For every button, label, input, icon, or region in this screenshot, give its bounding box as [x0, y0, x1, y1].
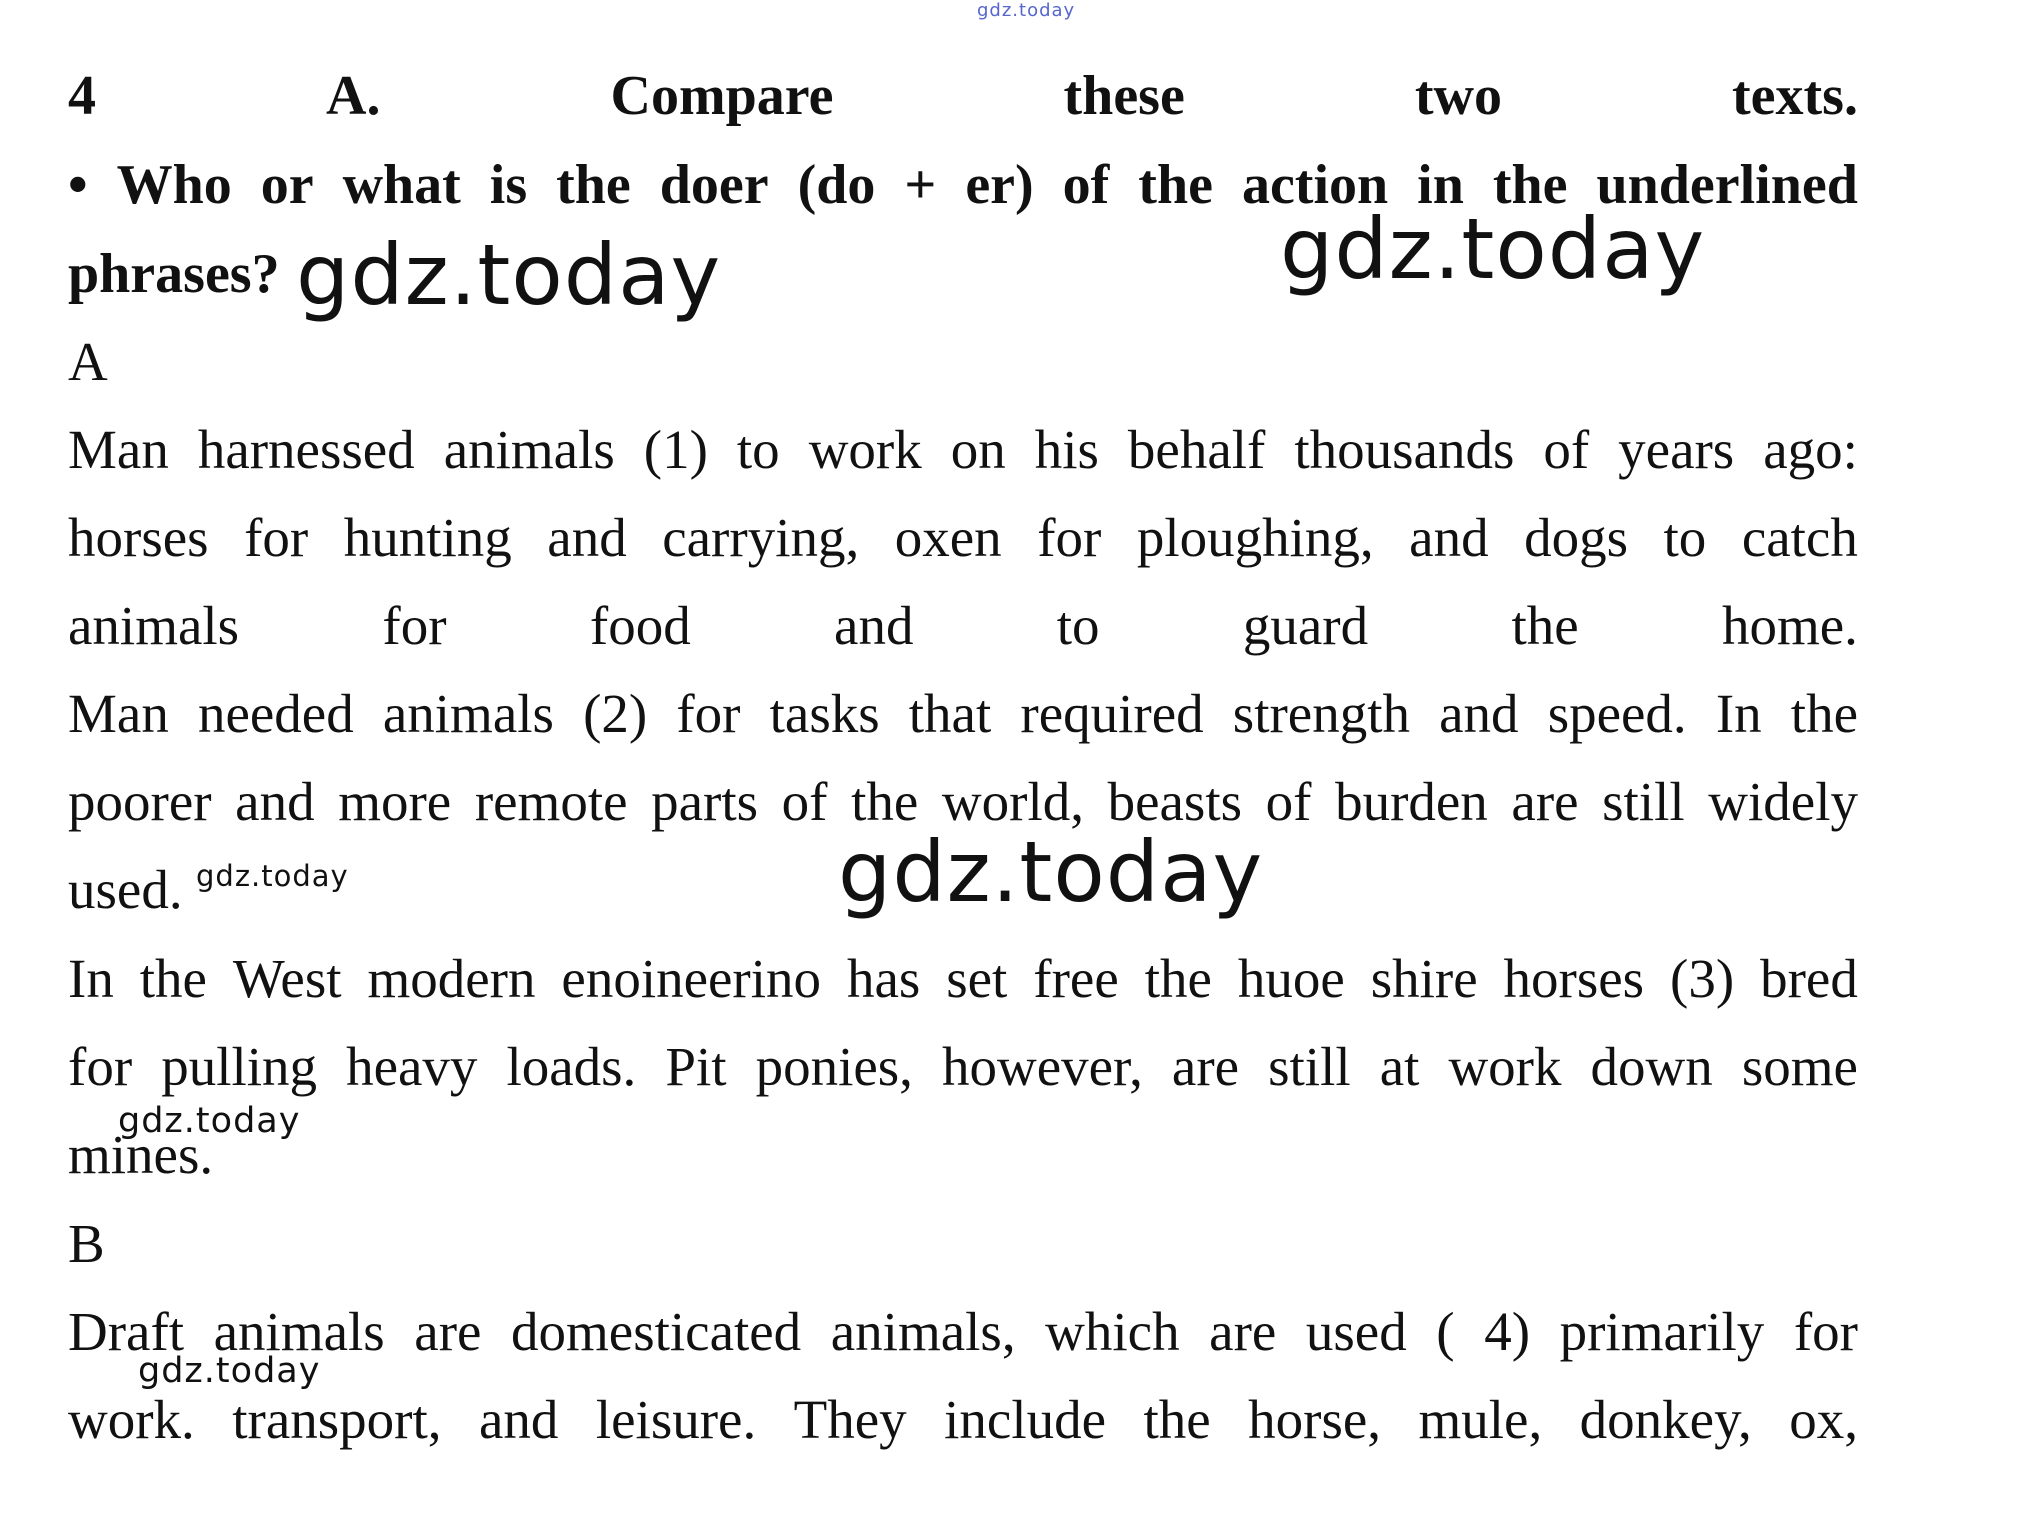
text-a-line: [68, 1036, 1858, 1097]
text-a-word: for: [68, 1036, 133, 1097]
text-a-word: guard: [1242, 595, 1369, 656]
text-a-line: [68, 595, 1858, 656]
text-a-word: carrying,: [662, 507, 860, 568]
text-b-word: are: [1209, 1301, 1277, 1362]
text-a-word: are: [1171, 1036, 1240, 1097]
text-b-word: domesticated: [511, 1301, 802, 1362]
text-a-word: (2): [583, 683, 648, 744]
text-a-word: tasks: [769, 683, 880, 744]
text-a-word: horses: [1503, 948, 1645, 1009]
watermark-large: gdz.today: [1280, 200, 1706, 298]
text-a-word: work: [808, 419, 922, 480]
text-a-word: enoineerino: [561, 948, 822, 1009]
text-a-word: of: [1265, 771, 1312, 832]
text-b-word: leisure.: [595, 1389, 757, 1450]
text-a-line: [68, 771, 1858, 832]
question-word: doer: [659, 154, 769, 216]
text-a-word: ponies,: [755, 1036, 913, 1097]
text-b-word: transport,: [232, 1389, 442, 1450]
text-a-word: work: [1448, 1036, 1562, 1097]
text-a-word: needed: [197, 683, 354, 744]
question-word: er): [965, 154, 1034, 216]
text-b-word: Draft: [68, 1301, 185, 1362]
text-a-word: world,: [941, 771, 1084, 832]
text-a-word: home.: [1721, 595, 1858, 656]
text-a-word: free: [1033, 948, 1119, 1009]
text-a-word: poorer: [68, 771, 212, 832]
watermark-small: gdz.today: [118, 1101, 301, 1141]
text-a-word: and: [547, 507, 627, 568]
text-a-word: set: [946, 948, 1008, 1009]
text-b-word: ox,: [1789, 1389, 1858, 1450]
text-a-word: widely: [1708, 771, 1858, 832]
text-a-word: down: [1590, 1036, 1713, 1097]
text-a-word: years: [1618, 419, 1735, 480]
text-a-word: and: [834, 595, 914, 656]
text-b-word: for: [1793, 1301, 1858, 1362]
text-a-word: to: [736, 419, 780, 480]
text-a-word: In: [1715, 683, 1762, 744]
text-a-word: oxen: [894, 507, 1002, 568]
text-a-word: speed.: [1547, 683, 1687, 744]
question-word: the: [1138, 154, 1213, 216]
text-a-word: at: [1379, 1036, 1420, 1097]
question-word: +: [904, 154, 937, 216]
text-a-line: mines.: [68, 1124, 214, 1185]
question-word: or: [260, 154, 314, 216]
text-a-word: food: [589, 595, 691, 656]
text-b-word: They: [793, 1389, 907, 1450]
question-word: underlined: [1596, 154, 1858, 216]
text-a-word: for: [676, 683, 741, 744]
text-a-word: on: [950, 419, 1006, 480]
text-b-word: and: [478, 1389, 559, 1450]
text-a-line: [68, 507, 1858, 568]
title-word: texts.: [1732, 65, 1858, 127]
text-a-word: parts: [651, 771, 759, 832]
text-b-line: [68, 1301, 1858, 1362]
text-b-word: which: [1045, 1301, 1180, 1362]
text-a-word: pulling: [161, 1036, 318, 1097]
text-a-word: heavy: [346, 1036, 478, 1097]
text-a-word: the: [1790, 683, 1858, 744]
question-word: (do: [797, 154, 876, 216]
text-a-word: more: [338, 771, 452, 832]
question-word: •: [68, 154, 88, 216]
title-word: A.: [326, 65, 381, 127]
question-word: of: [1062, 154, 1110, 216]
text-a-word: behalf: [1127, 419, 1266, 480]
question-word: in: [1417, 154, 1464, 216]
question-word: Who: [116, 154, 232, 216]
text-a-word: however,: [941, 1036, 1143, 1097]
text-a-word: the: [139, 948, 207, 1009]
text-a-heading: A: [68, 331, 108, 392]
question-word: action: [1241, 154, 1389, 216]
text-b-word: include: [944, 1389, 1107, 1450]
text-a-word: and: [235, 771, 315, 832]
text-a-word: and: [1409, 507, 1489, 568]
text-a-word: some: [1741, 1036, 1858, 1097]
text-b-word: animals: [213, 1301, 385, 1362]
text-a-word: for: [244, 507, 309, 568]
title-word: 4: [68, 65, 96, 127]
text-a-word: In: [68, 948, 114, 1009]
text-a-word: burden: [1335, 771, 1488, 832]
text-a-word: (1): [643, 419, 708, 480]
text-b-word: used: [1305, 1301, 1407, 1362]
text-a-word: ploughing,: [1136, 507, 1374, 568]
title-word: Compare: [610, 65, 834, 127]
text-a-word: West: [232, 948, 342, 1009]
text-a-word: strength: [1232, 683, 1410, 744]
text-b-word: animals,: [830, 1301, 1016, 1362]
text-a-word: modern: [367, 948, 536, 1009]
text-a-word: required: [1020, 683, 1204, 744]
text-a-word: still: [1602, 771, 1685, 832]
text-a-word: for: [1037, 507, 1102, 568]
text-a-word: for: [382, 595, 447, 656]
text-a-word: to: [1663, 507, 1707, 568]
text-a-word: loads.: [506, 1036, 637, 1097]
text-b-word: (: [1436, 1301, 1455, 1362]
question-word: the: [556, 154, 631, 216]
title-word: these: [1063, 65, 1185, 127]
watermark-small: gdz.today: [138, 1351, 321, 1391]
text-a-word: huoe: [1237, 948, 1345, 1009]
text-b-heading: B: [68, 1213, 105, 1274]
text-a-word: that: [908, 683, 992, 744]
watermark-small: gdz.today: [196, 859, 349, 893]
task-question-line-2: phrases?: [68, 243, 280, 305]
text-a-word: remote: [474, 771, 628, 832]
text-a-word: catch: [1741, 507, 1858, 568]
question-word: what: [342, 154, 461, 216]
text-a-word: and: [1439, 683, 1519, 744]
text-a-word: still: [1268, 1036, 1351, 1097]
text-a-word: Man: [68, 683, 169, 744]
text-a-word: thousands: [1294, 419, 1515, 480]
text-a-word: the: [1511, 595, 1579, 656]
text-a-word: bred: [1760, 948, 1858, 1009]
text-a-word: (3): [1670, 948, 1735, 1009]
text-a-word: dogs: [1524, 507, 1629, 568]
text-a-word: hunting: [343, 507, 512, 568]
question-word: the: [1492, 154, 1568, 216]
text-b-word: the: [1143, 1389, 1211, 1450]
text-b-word: are: [414, 1301, 482, 1362]
text-a-word: has: [846, 948, 921, 1009]
text-a-word: of: [1543, 419, 1590, 480]
text-b-word: 4): [1484, 1301, 1531, 1362]
text-a-word: animals: [382, 683, 554, 744]
text-a-word: are: [1511, 771, 1579, 832]
text-a-word: Man: [68, 419, 169, 480]
text-b-line: [68, 1389, 1858, 1450]
text-a-line: [68, 683, 1858, 744]
question-word: is: [489, 154, 528, 216]
title-word: two: [1414, 65, 1502, 127]
watermark-large: gdz.today: [296, 226, 722, 324]
text-a-word: his: [1034, 419, 1099, 480]
text-a-word: to: [1056, 595, 1100, 656]
text-b-word: donkey,: [1579, 1389, 1752, 1450]
text-a-word: beasts: [1107, 771, 1243, 832]
text-a-word: the: [1144, 948, 1212, 1009]
text-a-line: used.: [68, 859, 183, 920]
text-a-line: [68, 419, 1858, 480]
text-b-word: horse,: [1248, 1389, 1382, 1450]
text-b-word: work.: [68, 1389, 195, 1450]
text-b-word: mule,: [1418, 1389, 1543, 1450]
top-watermark: gdz.today: [977, 0, 1076, 21]
text-a-word: animals: [68, 595, 240, 656]
text-a-word: of: [781, 771, 828, 832]
text-b-word: primarily: [1559, 1301, 1765, 1362]
task-title: [68, 65, 1858, 127]
watermark-large: gdz.today: [838, 823, 1264, 921]
text-a-word: the: [851, 771, 919, 832]
text-a-word: animals: [443, 419, 615, 480]
text-a-line: [68, 948, 1858, 1009]
text-a-word: ago:: [1763, 419, 1858, 480]
text-a-word: shire: [1370, 948, 1478, 1009]
text-a-word: horses: [68, 507, 209, 568]
text-a-word: harnessed: [197, 419, 415, 480]
text-a-word: Pit: [665, 1036, 727, 1097]
